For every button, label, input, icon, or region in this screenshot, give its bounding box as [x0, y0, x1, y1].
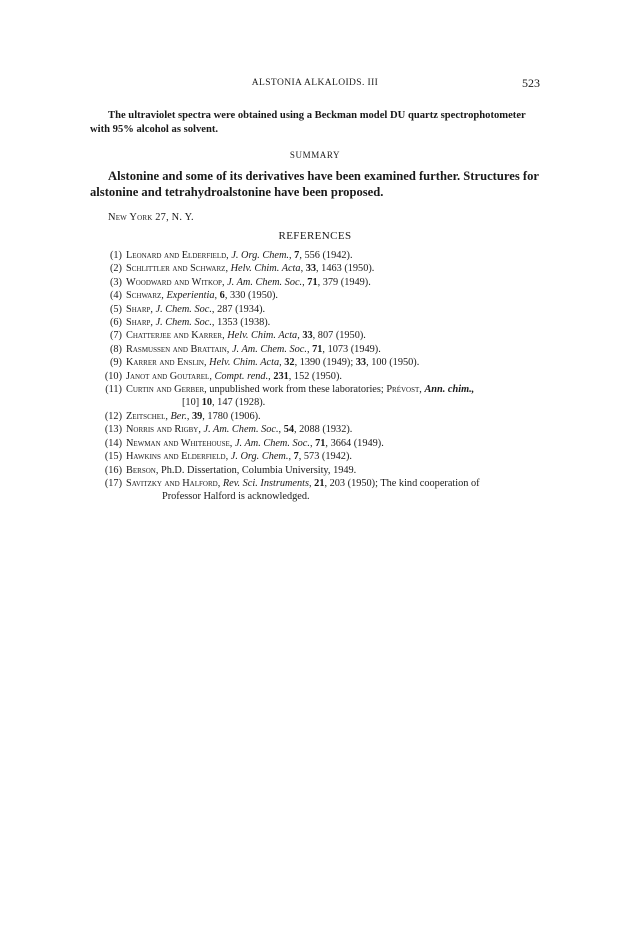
- reference-number: (16): [104, 464, 122, 476]
- reference-authors: Karrer and Enslin: [126, 357, 204, 369]
- reference-item: (5) Sharp, J. Chem. Soc., 287 (1934).: [90, 303, 550, 316]
- reference-volume: 71: [307, 276, 318, 288]
- reference-volume: 7: [293, 451, 299, 463]
- reference-number: (2): [109, 263, 122, 275]
- reference-authors: Rasmussen and Brattain: [126, 343, 227, 355]
- reference-number: (13): [104, 424, 122, 436]
- reference-journal: Helv. Chim. Acta: [227, 330, 298, 342]
- reference-number: (7): [109, 330, 122, 342]
- reference-item: (3) Woodward and Witkop, J. Am. Chem. Soc., 71, 379 (1949).: [90, 276, 550, 289]
- reference-item: (1) Leonard and Elderfield, J. Org. Chem., 7, 556 (1942).: [90, 249, 550, 262]
- reference-item: (6) Sharp, J. Chem. Soc., 1353 (1938).: [90, 316, 550, 329]
- summary-text: Alstonine and some of its derivatives have been examined further. Structures for alstonine and tetrahydroalstonine have been proposed.: [90, 169, 539, 199]
- reference-volume: 7: [294, 250, 300, 261]
- reference-volume: 71: [315, 437, 326, 449]
- reference-authors: Leonard and Elderfield: [126, 250, 227, 261]
- reference-volume: 39: [191, 410, 203, 422]
- running-head: ALSTONIA ALKALOIDS. III: [251, 78, 379, 88]
- reference-continuation: [10] 10, 147 (1928).: [182, 397, 266, 409]
- reference-item: (11) Curtin and Gerber, unpublished work from these laboratories; Prévost, Ann. chim., [10] 10, 147 (1928).: [90, 383, 550, 410]
- reference-number: (5): [109, 303, 122, 315]
- reference-list: [90, 249, 550, 504]
- reference-journal: J. Am. Chem. Soc.: [227, 276, 303, 288]
- reference-item: (2) Schlittler and Schwarz, Helv. Chim. Acta, 33, 1463 (1950).: [90, 262, 550, 275]
- reference-journal: J. Chem. Soc.: [155, 303, 212, 315]
- reference-authors: Curtin and Gerber: [126, 384, 205, 396]
- references-heading: REFERENCES: [278, 230, 352, 242]
- reference-authors: Chatterjee and Karrer: [126, 330, 223, 342]
- summary-heading: SUMMARY: [289, 150, 341, 160]
- reference-authors: Norris and Rigby: [126, 424, 199, 436]
- reference-authors: Janot and Goutarel: [126, 370, 210, 382]
- body-paragraph: The ultraviolet spectra were obtained using a Beckman model DU quartz spectrophotometer with 95% alcohol as solvent.: [90, 110, 526, 135]
- reference-number: (14): [104, 437, 122, 449]
- reference-item: (14) Newman and Whitehouse, J. Am. Chem. Soc., 71, 3664 (1949).: [90, 437, 550, 450]
- reference-journal: Compt. rend.: [214, 370, 269, 382]
- reference-number: (11): [105, 384, 122, 396]
- reference-authors: Sharp: [126, 303, 151, 315]
- reference-authors: Zeitschel: [126, 410, 166, 422]
- reference-journal: Experientia: [166, 290, 215, 302]
- reference-journal: J. Am. Chem. Soc.: [234, 437, 310, 449]
- reference-item: (7) Chatterjee and Karrer, Helv. Chim. Acta, 33, 807 (1950).: [90, 329, 550, 342]
- reference-volume: 32: [284, 357, 295, 369]
- reference-item: (9) Karrer and Enslin, Helv. Chim. Acta, 32, 1390 (1949); 33, 100 (1950).: [90, 356, 550, 369]
- reference-journal: J. Chem. Soc.: [155, 317, 212, 329]
- reference-journal: Ber.: [170, 410, 187, 422]
- reference-authors: Sharp: [126, 317, 151, 329]
- reference-number: (3): [109, 276, 122, 288]
- reference-authors: Savitzky and Halford: [126, 477, 218, 489]
- reference-volume: 33: [355, 357, 367, 369]
- reference-authors: Hawkins and Elderfield: [126, 451, 226, 463]
- reference-item: (8) Rasmussen and Brattain, J. Am. Chem. Soc., 71, 1073 (1949).: [90, 343, 550, 356]
- reference-volume: 33: [302, 330, 313, 342]
- reference-number: (12): [104, 410, 122, 422]
- reference-journal: J. Am. Chem. Soc.: [231, 343, 307, 355]
- reference-volume: 54: [283, 424, 294, 436]
- reference-journal: Rev. Sci. Instruments: [222, 477, 310, 489]
- reference-volume: 10: [201, 397, 213, 409]
- reference-volume: 21: [314, 477, 325, 489]
- page-header: [90, 76, 540, 92]
- reference-number: (6): [109, 317, 122, 329]
- reference-volume: 6: [219, 290, 225, 302]
- reference-item: (17) Savitzky and Halford, Rev. Sci. Instruments, 21, 203 (1950); The kind cooperation of Professor Halford is acknowledged.: [90, 477, 550, 504]
- reference-journal: Helv. Chim. Acta: [230, 263, 301, 275]
- reference-journal: J. Am. Chem. Soc.: [203, 424, 279, 436]
- reference-volume: 231: [273, 370, 289, 382]
- reference-continuation: Professor Halford is acknowledged.: [162, 491, 310, 503]
- page-number: 523: [522, 76, 540, 90]
- reference-number: (17): [104, 477, 122, 489]
- reference-authors: Berson: [126, 464, 156, 476]
- reference-authors: Schlittler and Schwarz: [126, 263, 226, 275]
- reference-item: (12) Zeitschel, Ber., 39, 1780 (1906).: [90, 410, 550, 423]
- reference-item: (16) Berson, Ph.D. Dissertation, Columbia University, 1949.: [90, 464, 550, 477]
- reference-journal: Ann. chim.,: [424, 384, 475, 396]
- reference-item: (13) Norris and Rigby, J. Am. Chem. Soc., 54, 2088 (1932).: [90, 423, 550, 436]
- reference-journal: J. Org. Chem.: [231, 250, 290, 261]
- reference-number: (10): [104, 370, 122, 382]
- reference-authors: Woodward and Witkop: [126, 276, 222, 288]
- reference-authors: Schwarz: [126, 290, 162, 302]
- reference-number: (15): [104, 451, 122, 463]
- reference-journal: J. Org. Chem.: [230, 451, 289, 463]
- reference-item: (10) Janot and Goutarel, Compt. rend., 231, 152 (1950).: [90, 370, 550, 383]
- reference-number: (9): [109, 357, 122, 369]
- affiliation: New York 27, N. Y.: [108, 212, 194, 223]
- reference-authors: Prévost: [386, 384, 420, 396]
- reference-journal: Helv. Chim. Acta: [209, 357, 280, 369]
- reference-number: (8): [109, 343, 122, 355]
- reference-number: (4): [109, 290, 122, 302]
- reference-item: (4) Schwarz, Experientia, 6, 330 (1950).: [90, 289, 550, 302]
- reference-volume: 33: [305, 263, 317, 275]
- reference-number: (1): [109, 250, 122, 261]
- reference-volume: 71: [312, 343, 323, 355]
- reference-item: (15) Hawkins and Elderfield, J. Org. Chem., 7, 573 (1942).: [90, 450, 550, 463]
- reference-authors: Newman and Whitehouse: [126, 437, 230, 449]
